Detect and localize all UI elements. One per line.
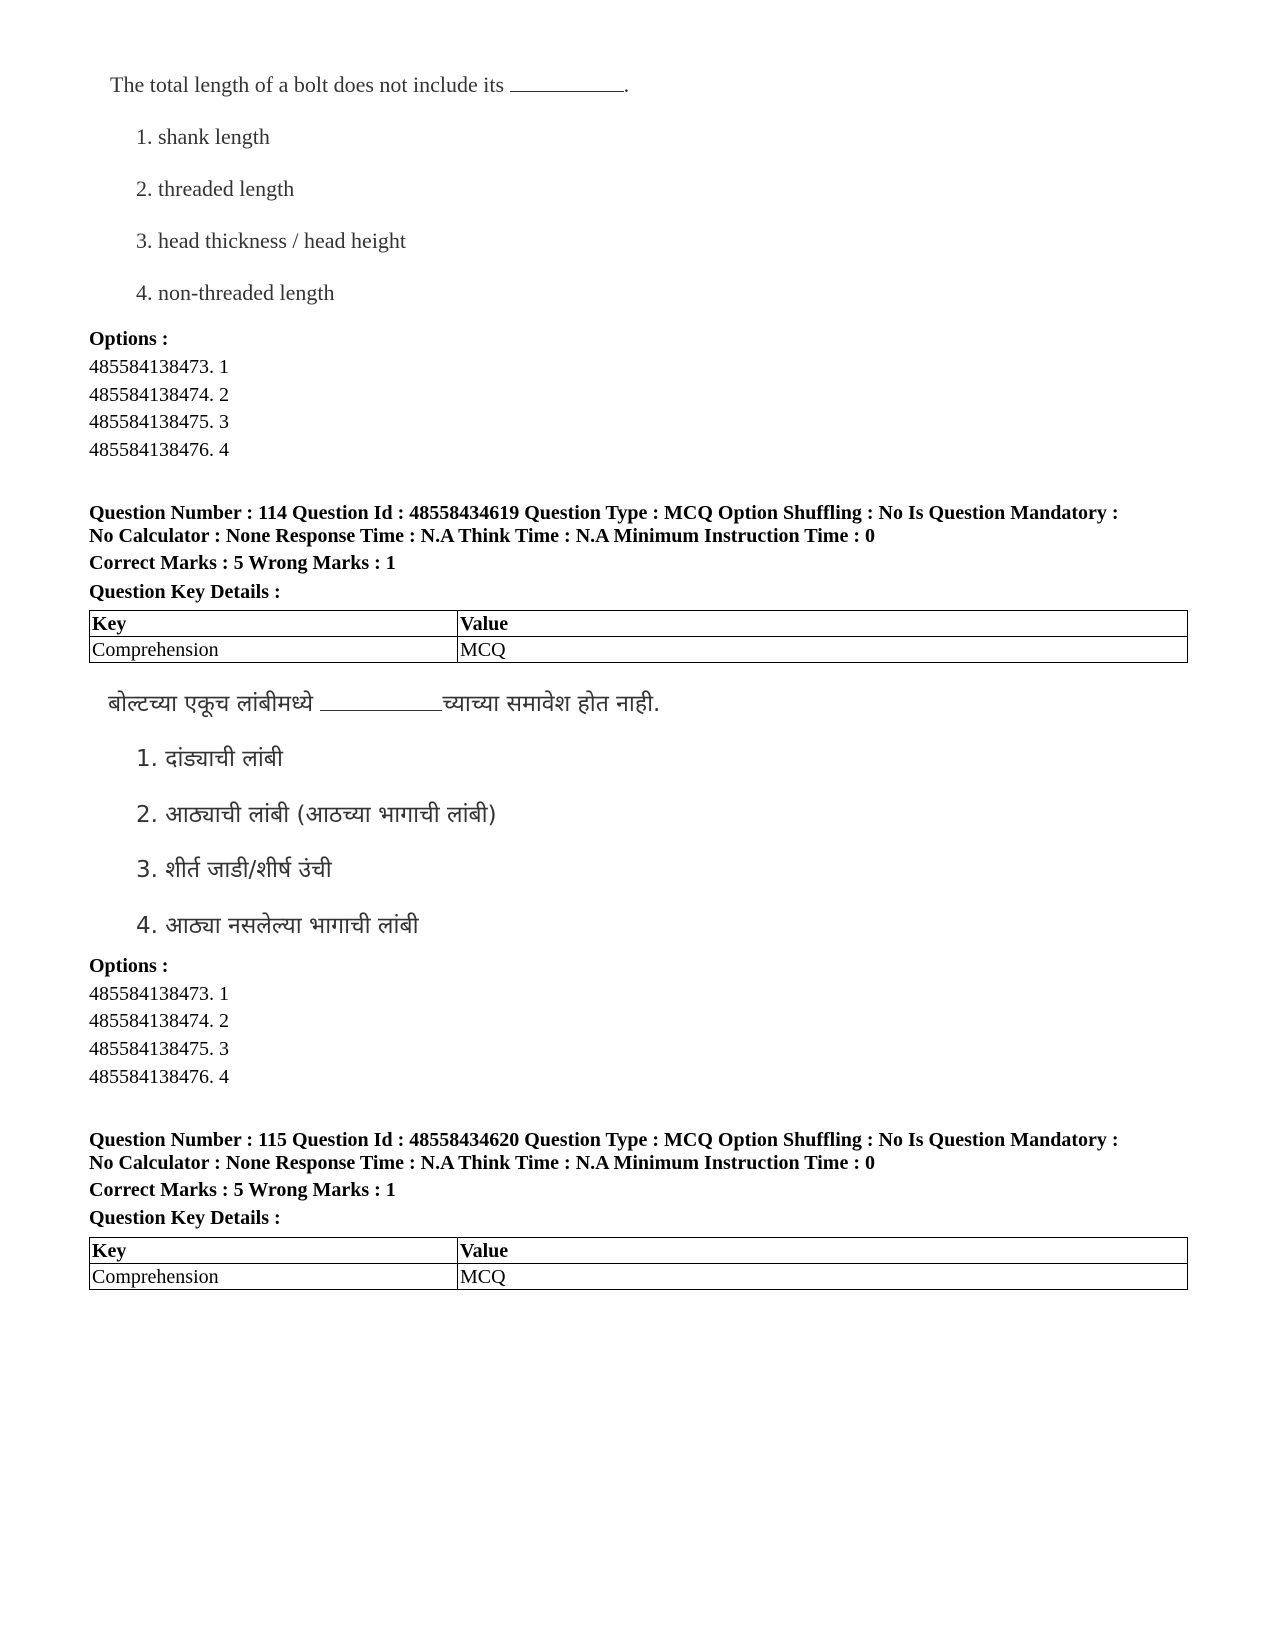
question-114-meta-line-2: No Calculator : None Response Time : N.A Think Time : N.A Minimum Instruction Time : 0 (89, 525, 875, 547)
question-113-choice-1: 1. shank length (136, 124, 270, 149)
question-114-stem-after: च्याच्या समावेश होत नाही. (442, 691, 661, 717)
question-115-meta-line-2: No Calculator : None Response Time : N.A Think Time : N.A Minimum Instruction Time : 0 (89, 1152, 875, 1174)
table-header-key: Key (90, 1238, 458, 1264)
question-115-key-details-label: Question Key Details : (89, 1207, 281, 1229)
table-header-row (90, 1238, 1188, 1264)
question-114-choice-3: 3. शीर्त जाडी/शीर्ष उंची (136, 857, 332, 883)
question-114-choice-4: 4. आठ्या नसलेल्या भागाची लांबी (136, 913, 419, 939)
table-cell-key: Comprehension (90, 1264, 458, 1290)
option-item: 485584138475. 3 (89, 1038, 229, 1060)
option-item: 485584138473. 1 (89, 356, 229, 378)
option-item: 485584138475. 3 (89, 411, 229, 433)
option-item: 485584138476. 4 (89, 439, 229, 461)
table-row (90, 1264, 1188, 1290)
table-cell-value: MCQ (458, 1264, 1188, 1290)
option-item: 485584138474. 2 (89, 384, 229, 406)
question-114-marks: Correct Marks : 5 Wrong Marks : 1 (89, 552, 396, 574)
question-114-choice-2: 2. आठ्याची लांबी (आठच्या भागाची लांबी) (136, 802, 497, 828)
option-item: 485584138474. 2 (89, 1010, 229, 1032)
question-115-key-table (89, 1237, 1188, 1290)
question-113-stem-end: . (623, 72, 630, 97)
question-114-key-details-label: Question Key Details : (89, 581, 281, 603)
options-label: Options : (89, 328, 169, 350)
question-114-choice-1: 1. दांड्याची लांबी (136, 746, 283, 772)
question-115-marks: Correct Marks : 5 Wrong Marks : 1 (89, 1179, 396, 1201)
question-115-meta-line-1: Question Number : 115 Question Id : 48558434620 Question Type : MCQ Option Shuffling : No Is Question Mandatory : (89, 1129, 1119, 1151)
question-114-stem (108, 686, 660, 718)
table-header-value: Value (458, 1238, 1188, 1264)
question-114-meta-line-1: Question Number : 114 Question Id : 48558434619 Question Type : MCQ Option Shuffling : No Is Question Mandatory : (89, 502, 1119, 524)
question-113-choice-4: 4. non-threaded length (136, 280, 335, 305)
question-113-choice-3: 3. head thickness / head height (136, 228, 407, 253)
table-header-value: Value (458, 611, 1188, 637)
question-113-stem (110, 72, 629, 98)
table-header-row (90, 611, 1188, 637)
fill-blank (510, 91, 624, 92)
table-row (90, 637, 1188, 663)
question-113-choice-2: 2. threaded length (136, 176, 295, 201)
options-label: Options : (89, 955, 169, 977)
table-cell-value: MCQ (458, 637, 1188, 663)
table-cell-key: Comprehension (90, 637, 458, 663)
option-item: 485584138473. 1 (89, 983, 229, 1005)
fill-blank (320, 710, 442, 711)
question-114-key-table (89, 610, 1188, 663)
table-header-key: Key (90, 611, 458, 637)
question-113-stem-text: The total length of a bolt does not include its (110, 72, 505, 97)
question-114-stem-before: बोल्टच्या एकूच लांबीमध्ये (108, 691, 314, 717)
option-item: 485584138476. 4 (89, 1066, 229, 1088)
